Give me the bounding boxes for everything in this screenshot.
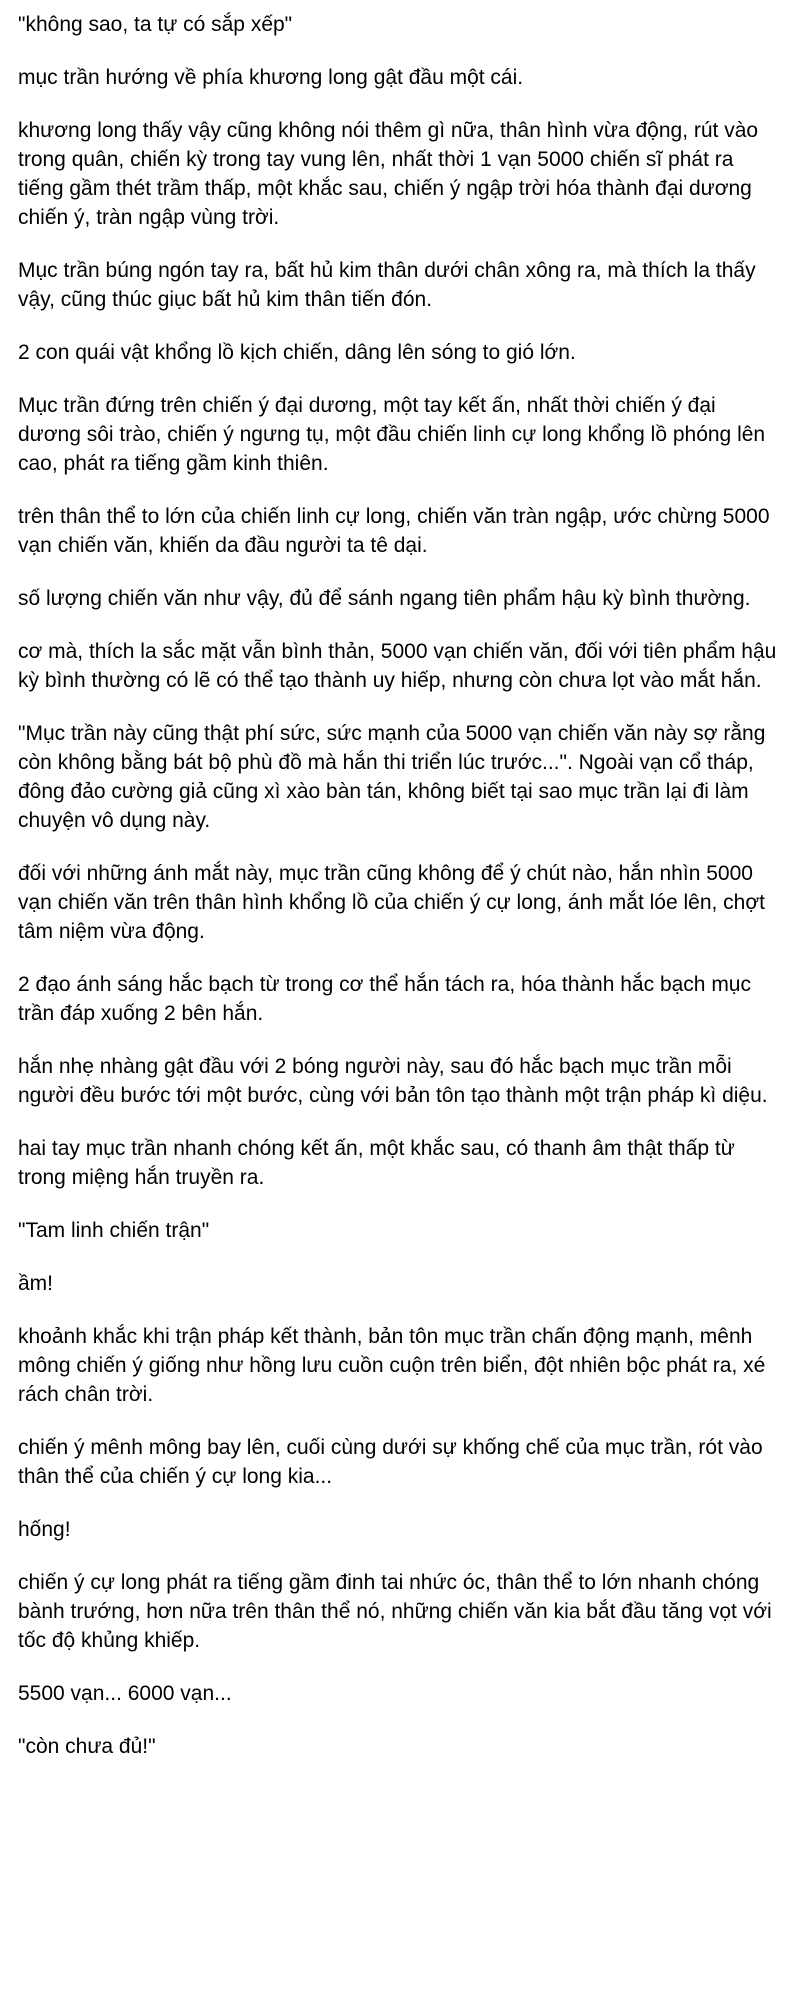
paragraph-5: 2 con quái vật khổng lồ kịch chiến, dâng lên sóng to gió lớn. [18,341,576,364]
paragraph-18: chiến ý mênh mông bay lên, cuối cùng dưới sự khống chế của mục trần, rót vào thân thể của chiến ý cự long kia... [18,1436,763,1488]
paragraph-10: "Mục trần này cũng thật phí sức, sức mạnh của 5000 vạn chiến văn này sợ rằng còn không bằng bát bộ phù đồ mà hắn thi triển lúc trước...". Ngoài vạn cổ tháp, đông đảo cường giả cũng xì xào bàn tán, không biết tại sao mục trần lại đi làm chuyện vô dụng này. [18,722,766,832]
paragraph-21: 5500 vạn... 6000 vạn... [18,1682,232,1705]
paragraph-16: ầm! [18,1272,54,1295]
paragraph-9: cơ mà, thích la sắc mặt vẫn bình thản, 5000 vạn chiến văn, đối với tiên phẩm hậu kỳ bình thường có lẽ có thể tạo thành uy hiếp, nhưng còn chưa lọt vào mắt hắn. [18,640,777,692]
paragraph-20: chiến ý cự long phát ra tiếng gầm đinh tai nhức óc, thân thể to lớn nhanh chóng bành trướng, hơn nữa trên thân thể nó, những chiến văn kia bắt đầu tăng vọt với tốc độ khủng khiếp. [18,1571,772,1652]
paragraph-4: Mục trần búng ngón tay ra, bất hủ kim thân dưới chân xông ra, mà thích la thấy vậy, cũng thúc giục bất hủ kim thân tiến đón. [18,259,756,311]
paragraph-19: hống! [18,1518,71,1541]
paragraph-7: trên thân thể to lớn của chiến linh cự long, chiến văn tràn ngập, ước chừng 5000 vạn chiến văn, khiến da đầu người ta tê dại. [18,505,770,557]
paragraph-1: "không sao, ta tự có sắp xếp" [18,13,293,36]
paragraph-12: 2 đạo ánh sáng hắc bạch từ trong cơ thể hắn tách ra, hóa thành hắc bạch mục trần đáp xuống 2 bên hắn. [18,973,751,1025]
paragraph-11: đối với những ánh mắt này, mục trần cũng không để ý chút nào, hắn nhìn 5000 vạn chiến văn trên thân hình khổng lồ của chiến ý cự long, ánh mắt lóe lên, chợt tâm niệm vừa động. [18,862,765,943]
paragraph-17: khoảnh khắc khi trận pháp kết thành, bản tôn mục trần chấn động mạnh, mênh mông chiến ý giống như hồng lưu cuồn cuộn trên biển, đột nhiên bộc phát ra, xé rách chân trời. [18,1325,766,1406]
paragraph-2: mục trần hướng về phía khương long gật đầu một cái. [18,66,524,89]
paragraph-3: khương long thấy vậy cũng không nói thêm gì nữa, thân hình vừa động, rút vào trong quân, chiến kỳ trong tay vung lên, nhất thời 1 vạn 5000 chiến sĩ phát ra tiếng gầm thét trầm thấp, một khắc sau, chiến ý ngập trời hóa thành đại dương chiến ý, tràn ngập vùng trời. [18,119,759,229]
paragraph-15: "Tam linh chiến trận" [18,1219,210,1242]
paragraph-13: hắn nhẹ nhàng gật đầu với 2 bóng người này, sau đó hắc bạch mục trần mỗi người đều bước tới một bước, cùng với bản tôn tạo thành một trận pháp kì diệu. [18,1055,768,1107]
paragraph-22: "còn chưa đủ!" [18,1735,156,1758]
paragraph-6: Mục trần đứng trên chiến ý đại dương, một tay kết ấn, nhất thời chiến ý đại dương sôi trào, chiến ý ngưng tụ, một đầu chiến linh cự long khổng lồ phóng lên cao, phát ra tiếng gầm kinh thiên. [18,394,766,475]
paragraph-8: số lượng chiến văn như vậy, đủ để sánh ngang tiên phẩm hậu kỳ bình thường. [18,587,751,610]
paragraph-14: hai tay mục trần nhanh chóng kết ấn, một khắc sau, có thanh âm thật thấp từ trong miệng hắn truyền ra. [18,1137,735,1189]
